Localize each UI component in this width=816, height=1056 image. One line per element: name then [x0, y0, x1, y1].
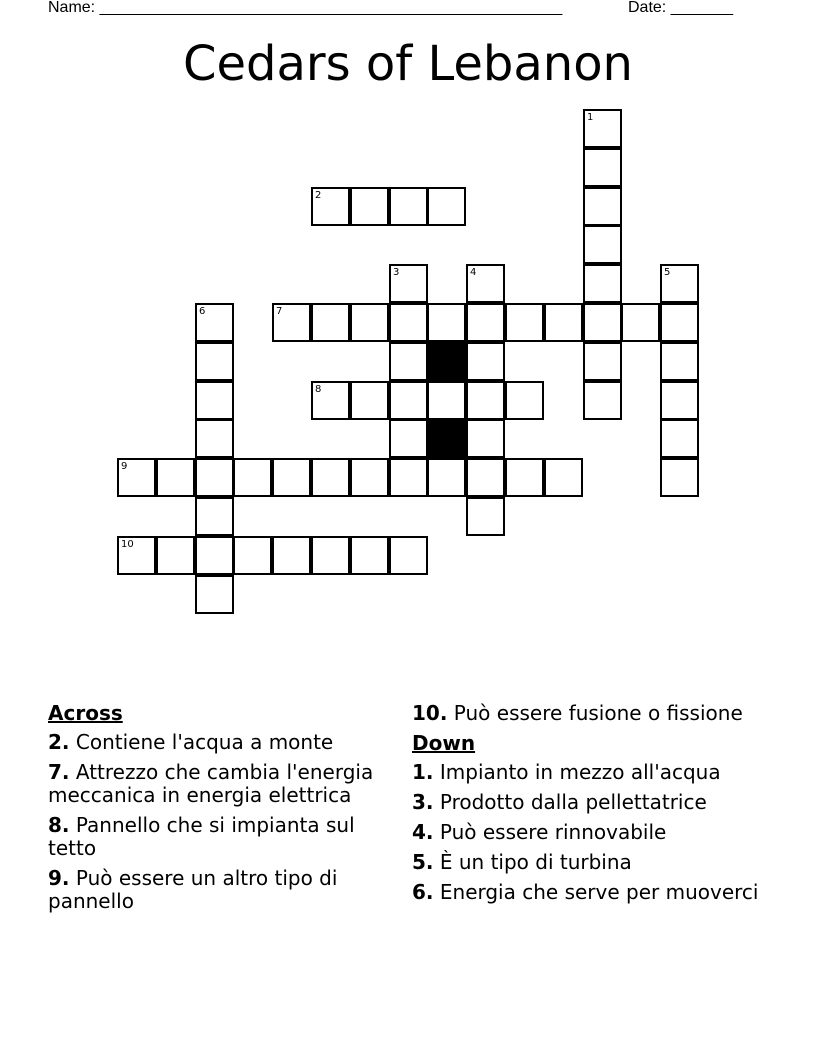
name-blank-line[interactable]: ____________________________________________________ [99, 0, 563, 16]
cell-number: 6 [199, 306, 206, 317]
crossword-cell[interactable] [544, 458, 583, 497]
crossword-cell[interactable] [466, 303, 505, 342]
crossword-cell[interactable] [195, 497, 234, 536]
crossword-cell[interactable] [583, 342, 622, 381]
page-title: Cedars of Lebanon [183, 36, 633, 92]
crossword-cell[interactable] [660, 342, 699, 381]
crossword-cell[interactable] [389, 342, 428, 381]
crossword-cell[interactable] [350, 303, 389, 342]
crossword-cell[interactable] [544, 303, 583, 342]
crossword-cell[interactable] [156, 536, 195, 575]
crossword-cell[interactable] [389, 458, 428, 497]
down-clue-3 [412, 791, 762, 814]
crossword-cell[interactable] [350, 187, 389, 226]
crossword-cell[interactable] [583, 381, 622, 420]
crossword-cell[interactable] [389, 419, 428, 458]
crossword-block-cell [427, 419, 466, 458]
down-clue-4 [412, 821, 762, 844]
crossword-cell[interactable] [583, 148, 622, 187]
clue-number: 2. [48, 730, 70, 754]
crossword-cell[interactable] [505, 303, 544, 342]
clue-number: 5. [412, 850, 434, 874]
crossword-cell[interactable] [427, 187, 466, 226]
cell-number: 1 [587, 112, 594, 123]
crossword-cell[interactable] [311, 187, 350, 226]
crossword-cell[interactable] [117, 536, 156, 575]
clue-text: Energia che serve per muoverci [439, 880, 759, 904]
crossword-cell[interactable] [350, 536, 389, 575]
clue-number: 1. [412, 760, 434, 784]
cell-number: 10 [121, 539, 134, 550]
crossword-cell[interactable] [272, 458, 311, 497]
crossword-cell[interactable] [466, 381, 505, 420]
across-clue-7 [48, 761, 388, 807]
clue-text: Impianto in mezzo all'acqua [439, 760, 721, 784]
crossword-cell[interactable] [311, 303, 350, 342]
crossword-cell[interactable] [195, 536, 234, 575]
crossword-cell[interactable] [195, 575, 234, 614]
crossword-cell[interactable] [660, 419, 699, 458]
crossword-cell[interactable] [389, 187, 428, 226]
clue-text: Prodotto dalla pellettatrice [439, 790, 707, 814]
crossword-cell[interactable] [233, 536, 272, 575]
crossword-cell[interactable] [466, 264, 505, 303]
crossword-cell[interactable] [427, 303, 466, 342]
clue-text: Attrezzo che cambia l'energia meccanica in energia elettrica [48, 760, 374, 807]
crossword-cell[interactable] [660, 264, 699, 303]
clue-text: Può essere un altro tipo di pannello [48, 866, 338, 913]
across-clue-8 [48, 814, 388, 860]
clue-text: Può essere rinnovabile [439, 820, 667, 844]
cell-number: 3 [393, 267, 400, 278]
crossword-block-cell [427, 342, 466, 381]
crossword-cell[interactable] [272, 536, 311, 575]
crossword-cell[interactable] [272, 303, 311, 342]
clues-right-column [412, 702, 762, 911]
clue-number: 10. [412, 701, 448, 725]
crossword-cell[interactable] [583, 303, 622, 342]
crossword-cell[interactable] [505, 458, 544, 497]
crossword-cell[interactable] [583, 264, 622, 303]
cell-number: 5 [664, 267, 671, 278]
crossword-cell[interactable] [427, 458, 466, 497]
clue-text: È un tipo di turbina [439, 850, 632, 874]
across-heading: Across [48, 701, 123, 725]
cell-number: 8 [315, 384, 322, 395]
clue-number: 4. [412, 820, 434, 844]
crossword-cell[interactable] [195, 419, 234, 458]
crossword-cell[interactable] [311, 381, 350, 420]
clue-text: Contiene l'acqua a monte [75, 730, 334, 754]
crossword-cell[interactable] [195, 381, 234, 420]
clues-left-column [48, 702, 388, 920]
cell-number: 2 [315, 190, 322, 201]
clue-number: 8. [48, 813, 70, 837]
crossword-cell[interactable] [389, 381, 428, 420]
crossword-cell[interactable] [350, 381, 389, 420]
down-clue-5 [412, 851, 762, 874]
across-clue-9 [48, 867, 388, 913]
crossword-cell[interactable] [195, 342, 234, 381]
crossword-cell[interactable] [660, 303, 699, 342]
crossword-cell[interactable] [621, 303, 660, 342]
clue-number: 9. [48, 866, 70, 890]
crossword-cell[interactable] [583, 109, 622, 148]
crossword-cell[interactable] [311, 458, 350, 497]
crossword-cell[interactable] [583, 187, 622, 226]
crossword-cell[interactable] [311, 536, 350, 575]
down-heading: Down [412, 731, 476, 755]
crossword-cell[interactable] [389, 264, 428, 303]
clue-number: 3. [412, 790, 434, 814]
crossword-cell[interactable] [195, 303, 234, 342]
crossword-cell[interactable] [427, 381, 466, 420]
crossword-cell[interactable] [660, 458, 699, 497]
crossword-cell[interactable] [466, 342, 505, 381]
down-clue-6 [412, 881, 762, 904]
crossword-cell[interactable] [156, 458, 195, 497]
clue-text: Pannello che si impianta sul tetto [48, 813, 355, 860]
clue-text: Può essere fusione o fissione [453, 701, 743, 725]
down-clue-1 [412, 761, 762, 784]
crossword-cell[interactable] [389, 536, 428, 575]
crossword-cell[interactable] [583, 225, 622, 264]
crossword-cell[interactable] [389, 303, 428, 342]
cell-number: 7 [276, 306, 283, 317]
crossword-cell[interactable] [466, 458, 505, 497]
date-label: Date: [628, 0, 667, 16]
clue-number: 7. [48, 760, 70, 784]
across-clue-10 [412, 702, 762, 725]
date-blank-line[interactable]: _______ [670, 0, 733, 16]
crossword-cell[interactable] [505, 381, 544, 420]
crossword-cell[interactable] [117, 458, 156, 497]
cell-number: 4 [470, 267, 477, 278]
crossword-cell[interactable] [466, 419, 505, 458]
crossword-cell[interactable] [195, 458, 234, 497]
crossword-cell[interactable] [466, 497, 505, 536]
name-label: Name: [48, 0, 96, 16]
crossword-cell[interactable] [660, 381, 699, 420]
clue-number: 6. [412, 880, 434, 904]
across-clue-2 [48, 731, 388, 754]
crossword-cell[interactable] [350, 458, 389, 497]
crossword-cell[interactable] [233, 458, 272, 497]
cell-number: 9 [121, 461, 128, 472]
